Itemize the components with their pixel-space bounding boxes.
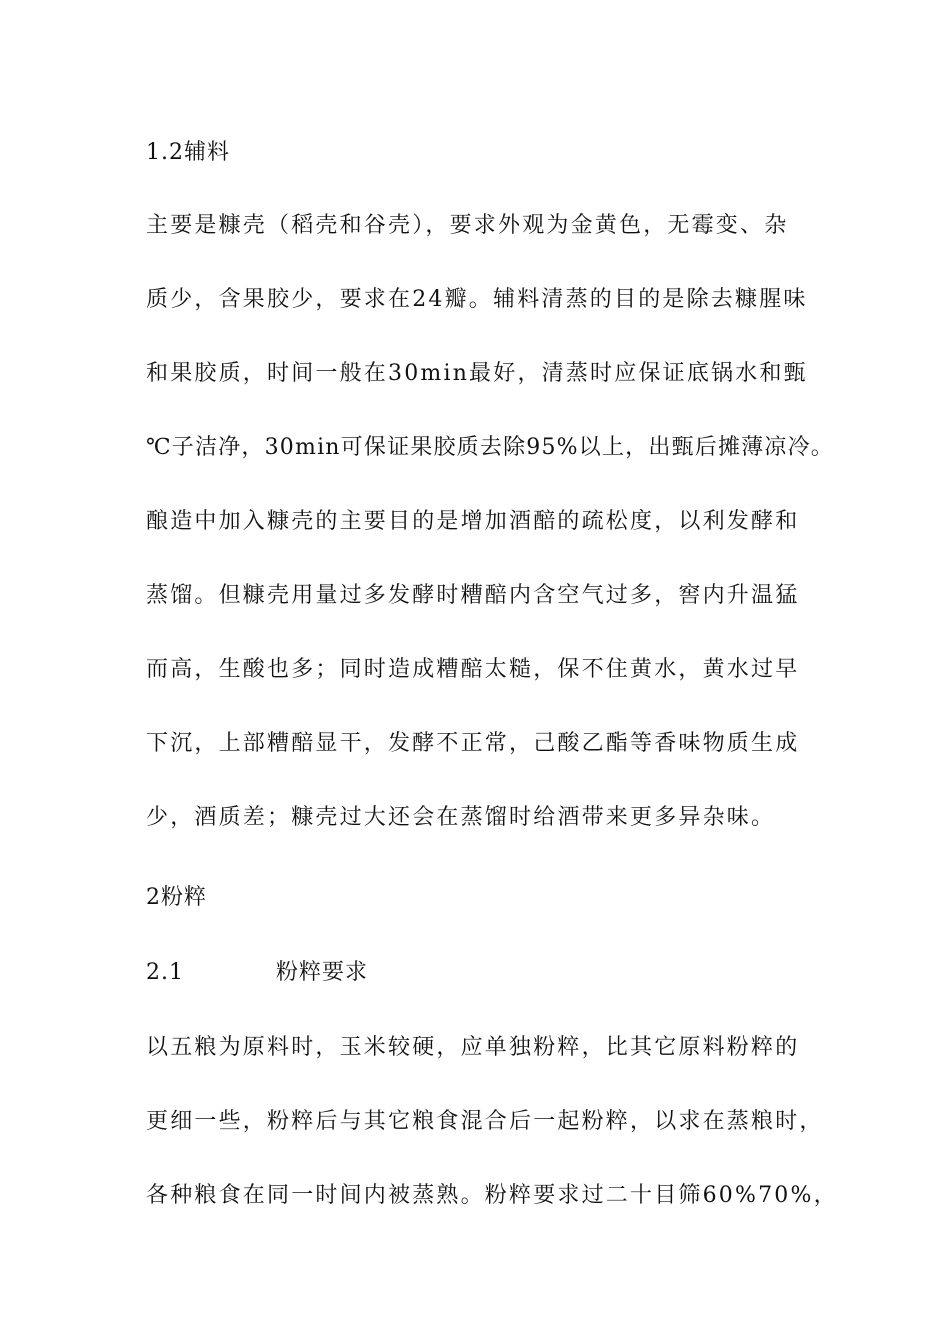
section-number-2-1: 2.1 bbox=[146, 960, 184, 985]
paragraph-line: 主要是糠壳（稻壳和谷壳），要求外观为金黄色，无霉变、杂 bbox=[146, 213, 789, 238]
paragraph-line: 以五粮为原料时，玉米较硬，应单独粉粹，比其它原料粉粹的 bbox=[146, 1035, 800, 1060]
section-heading-1-2: 1.2辅料 bbox=[146, 140, 230, 165]
paragraph-line: 各种粮食在同一时间内被蒸熟。粉粹要求过二十目筛60%70%， bbox=[146, 1183, 838, 1208]
paragraph-line: 蒸馏。但糠壳用量过多发酵时糟醅内含空气过多，窖内升温猛 bbox=[146, 583, 800, 608]
section-heading-2: 2粉粹 bbox=[146, 885, 207, 910]
paragraph-line: 质少，含果胶少，要求在24瓣。辅料清蒸的目的是除去糠腥味 bbox=[146, 287, 808, 312]
paragraph-line: 酿造中加入糠壳的主要目的是增加酒醅的疏松度，以利发酵和 bbox=[146, 509, 800, 534]
paragraph-line: 而高，生酸也多；同时造成糟醅太糙，保不住黄水，黄水过早 bbox=[146, 657, 800, 682]
paragraph-line: 少，酒质差；糠壳过大还会在蒸馏时给酒带来更多异杂味。 bbox=[146, 805, 776, 830]
section-title-2-1: 粉粹要求 bbox=[276, 960, 369, 985]
paragraph-line: 更细一些，粉粹后与其它粮食混合后一起粉粹，以求在蒸粮时， bbox=[146, 1109, 824, 1134]
paragraph-line: 下沉，上部糟醅显干，发酵不正常，己酸乙酯等香味物质生成 bbox=[146, 731, 800, 756]
paragraph-line: 和果胶质，时间一般在30min最好，清蒸时应保证底锅水和甄 bbox=[146, 361, 808, 386]
paragraph-line: ℃子洁净，30min可保证果胶质去除95%以上，出甄后摊薄凉冷。 bbox=[146, 435, 834, 460]
